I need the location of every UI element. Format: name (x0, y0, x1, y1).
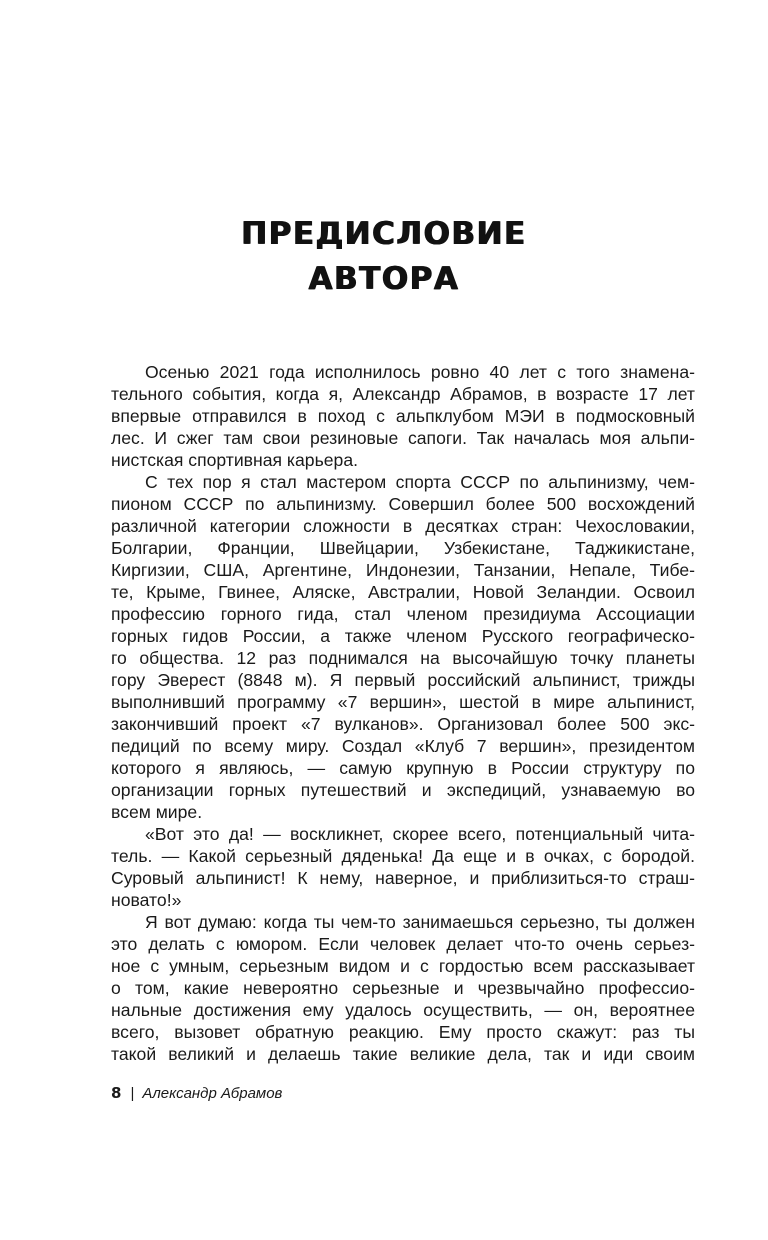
text-line: Киргизии, США, Аргентине, Индонезии, Танзании, Непале, Тибе- (111, 560, 695, 580)
text-line: закончивший проект «7 вулканов». Организовал более 500 экс- (111, 714, 695, 734)
text-line: впервые отправился в поход с альпклубом МЭИ в подмосковный (111, 406, 695, 426)
text-line: те, Крыме, Гвинее, Аляске, Австралии, Новой Зеландии. Освоил (111, 582, 695, 602)
text-line: которого я являюсь, — самую крупную в России структуру по (111, 758, 695, 778)
text-line: новато!» (111, 890, 182, 910)
page-footer (111, 1084, 282, 1102)
chapter-title-line-2: АВТОРА (308, 261, 460, 297)
chapter-title-line-1: ПРЕДИСЛОВИЕ (241, 216, 527, 252)
text-line: нистская спортивная карьера. (111, 450, 358, 470)
text-line: го общества. 12 раз поднимался на высочайшую точку планеты (111, 648, 695, 668)
text-line: выполнивший программу «7 вершин», шестой в мире альпинист, (111, 692, 695, 712)
text-line: ное с умным, серьезным видом и с гордостью всем рассказывает (111, 956, 695, 976)
text-line: профессию горного гида, стал членом президиума Ассоциации (111, 604, 695, 624)
text-line: Я вот думаю: когда ты чем-то занимаешься серьезно, ты должен (145, 912, 695, 932)
text-line: Суровый альпинист! К нему, наверное, и приблизиться-то страш- (111, 868, 695, 888)
text-line: тель. — Какой серьезный дяденька! Да еще и в очках, с бородой. (111, 846, 695, 866)
text-line: гору Эверест (8848 м). Я первый российский альпинист, трижды (111, 670, 695, 690)
footer-separator: | (130, 1085, 135, 1102)
text-line: о том, какие невероятно серьезные и чрезвычайно профессио- (111, 978, 695, 998)
text-line: различной категории сложности в десятках стран: Чехословакии, (111, 516, 695, 536)
running-head-author: Александр Абрамов (142, 1085, 283, 1102)
text-line: организации горных путешествий и экспедиций, узнаваемую во (111, 780, 695, 800)
text-line: С тех пор я стал мастером спорта СССР по альпинизму, чем- (145, 472, 695, 492)
text-line: Осенью 2021 года исполнилось ровно 40 лет с того знамена- (145, 362, 695, 382)
text-line: всем мире. (111, 802, 203, 822)
text-line: тельного события, когда я, Александр Абрамов, в возрасте 17 лет (111, 384, 695, 404)
text-line: это делать с юмором. Если человек делает что-то очень серьез- (111, 934, 695, 954)
text-line: всего, вызовет обратную реакцию. Ему просто скажут: раз ты (111, 1022, 695, 1042)
text-line: Болгарии, Франции, Швейцарии, Узбекистане, Таджикистане, (111, 538, 695, 558)
page-number: 8 (111, 1084, 122, 1102)
text-line: педиций по всему миру. Создал «Клуб 7 вершин», президентом (111, 736, 695, 756)
text-line: лес. И сжег там свои резиновые сапоги. Так началась моя альпи- (111, 428, 695, 448)
text-line: нальные достижения ему удалось осуществить, — он, вероятнее (111, 1000, 695, 1020)
text-line: такой великий и делаешь такие великие дела, так и иди своим (111, 1044, 695, 1064)
text-line: «Вот это да! — воскликнет, скорее всего, потенциальный чита- (145, 824, 695, 844)
text-line: пионом СССР по альпинизму. Совершил более 500 восхождений (111, 494, 695, 514)
text-line: горных гидов России, а также членом Русского географическо- (111, 626, 695, 646)
